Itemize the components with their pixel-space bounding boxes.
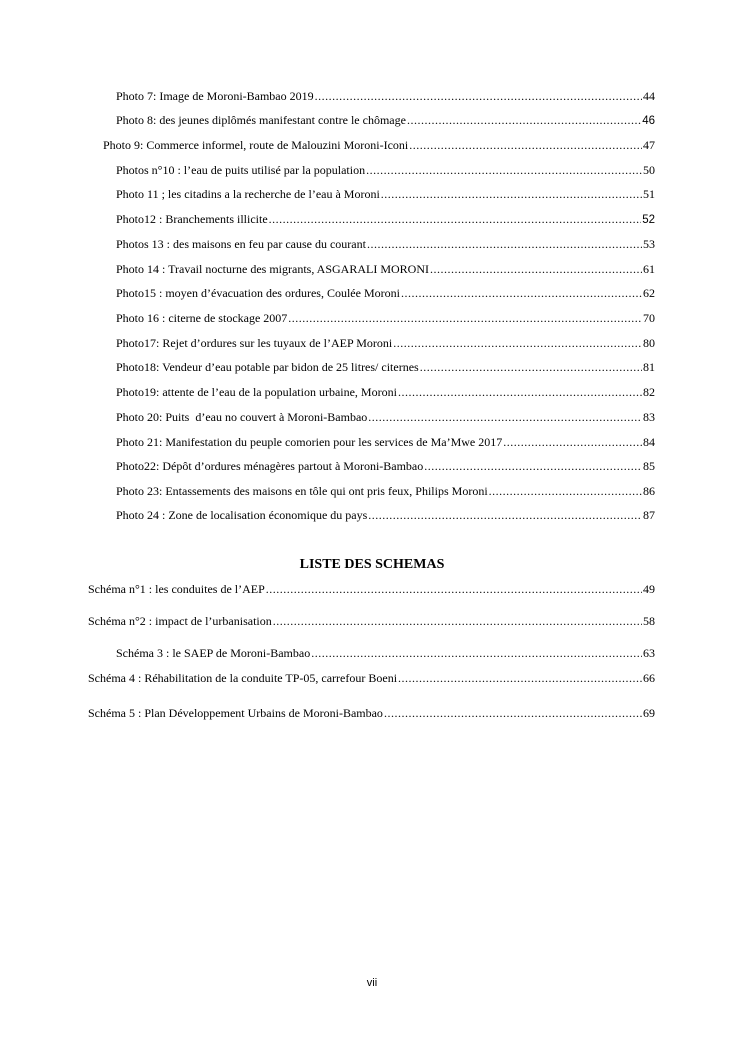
dot-leader	[288, 310, 642, 326]
entry-label: Schéma 5 : Plan Développement Urbains de Moroni-Bambao	[88, 706, 383, 720]
dot-leader	[409, 137, 642, 153]
toc-entry-photo-10	[116, 162, 655, 178]
entry-label: Photo 14 : Travail nocturne des migrants, ASGARALI MORONI	[116, 262, 429, 276]
entry-page-number: 58	[643, 614, 655, 628]
toc-entry-photo-16	[116, 310, 655, 326]
toc-entry-schema-5	[88, 705, 655, 721]
entry-label: Photo 16 : citerne de stockage 2007	[116, 311, 288, 325]
entry-page-number: 63	[643, 646, 655, 660]
entry-label: Photo19: attente de l’eau de la population urbaine, Moroni	[116, 385, 397, 399]
entry-label: Schéma n°2 : impact de l’urbanisation	[88, 614, 272, 628]
dot-leader	[367, 236, 642, 252]
entry-page-number: 86	[643, 484, 655, 498]
entry-page-number: 87	[643, 508, 655, 522]
entry-page-number: 53	[643, 237, 655, 251]
dot-leader	[398, 670, 642, 686]
dot-leader	[407, 112, 641, 128]
toc-entry-photo-8	[116, 112, 655, 129]
entry-page-number: 51	[643, 187, 655, 201]
dot-leader	[401, 285, 642, 301]
entry-page-number: 46	[642, 115, 655, 127]
entry-page-number: 61	[643, 262, 655, 276]
entry-label: Photo 23: Entassements des maisons en tôle qui ont pris feux, Philips Moroni	[116, 484, 488, 498]
entry-page-number: 81	[643, 360, 655, 374]
entry-label: Schéma n°1 : les conduites de l’AEP	[88, 582, 265, 596]
toc-entry-photo-7	[116, 88, 655, 104]
entry-page-number: 47	[643, 138, 655, 152]
entry-label: Photo 24 : Zone de localisation économique du pays	[116, 508, 368, 522]
entry-label: Photo 9: Commerce informel, route de Malouzini Moroni-Iconi	[103, 138, 409, 152]
toc-entry-photo-22	[116, 458, 655, 474]
dot-leader	[384, 705, 642, 721]
dot-leader	[315, 88, 642, 104]
toc-entry-photo-13	[116, 236, 655, 252]
dot-leader	[311, 645, 642, 661]
entry-page-number: 84	[643, 435, 655, 449]
dot-leader	[366, 162, 642, 178]
dot-leader	[381, 186, 642, 202]
entry-page-number: 44	[643, 89, 655, 103]
entry-label: Photo 11 ; les citadins a la recherche de l’eau à Moroni	[116, 187, 380, 201]
entry-label: Schéma 4 : Réhabilitation de la conduite TP-05, carrefour Boeni	[88, 671, 398, 685]
entry-label: Photos 13 : des maisons en feu par cause du courant	[116, 237, 366, 251]
toc-entry-photo-20	[116, 409, 655, 425]
dot-leader	[503, 434, 642, 450]
toc-entry-photo-14	[116, 261, 655, 277]
page-number: vii	[366, 977, 378, 989]
entry-label: Photo17: Rejet d’ordures sur les tuyaux de l’AEP Moroni	[116, 336, 393, 350]
toc-entry-schema-1	[88, 581, 655, 597]
entry-page-number: 70	[643, 311, 655, 325]
toc-entry-schema-3	[116, 645, 655, 661]
entry-page-number: 80	[643, 336, 655, 350]
entry-label: Photo22: Dépôt d’ordures ménagères partout à Moroni-Bambao	[116, 459, 424, 473]
entry-page-number: 85	[643, 459, 655, 473]
toc-entry-photo-9	[103, 137, 655, 153]
entry-label: Photo 8: des jeunes diplômés manifestant contre le chômage	[116, 113, 406, 127]
entry-label: Photo 21: Manifestation du peuple comorien pour les services de Ma’Mwe 2017	[116, 435, 503, 449]
toc-entry-schema-2	[88, 613, 655, 629]
toc-entry-photo-18	[116, 359, 655, 375]
entry-label: Photo 20: Puits d’eau no couvert à Moroni-Bambao	[116, 410, 368, 424]
toc-entry-photo-19	[116, 384, 655, 400]
entry-label: Photo18: Vendeur d’eau potable par bidon de 25 litres/ citernes	[116, 360, 419, 374]
toc-entry-photo-11	[116, 186, 655, 202]
toc-entry-photo-23	[116, 483, 655, 499]
entry-page-number: 69	[643, 706, 655, 720]
dot-leader	[424, 458, 642, 474]
entry-page-number: 52	[642, 214, 655, 226]
entry-label: Photo15 : moyen d’évacuation des ordures, Coulée Moroni	[116, 286, 400, 300]
toc-entry-photo-24	[116, 507, 655, 523]
entry-page-number: 83	[643, 410, 655, 424]
toc-entry-photo-12	[116, 211, 655, 228]
dot-leader	[266, 581, 642, 597]
toc-entry-photo-21	[116, 434, 655, 450]
entry-page-number: 62	[643, 286, 655, 300]
dot-leader	[489, 483, 642, 499]
dot-leader	[269, 211, 642, 227]
dot-leader	[430, 261, 642, 277]
entry-page-number: 82	[643, 385, 655, 399]
entry-label: Photo12 : Branchements illicite	[116, 212, 268, 226]
toc-entry-schema-4	[88, 670, 655, 686]
schemas-heading: LISTE DES SCHEMAS	[299, 557, 445, 572]
dot-leader	[398, 384, 642, 400]
entry-label: Photos n°10 : l’eau de puits utilisé par la population	[116, 163, 366, 177]
entry-page-number: 66	[643, 671, 655, 685]
entry-page-number: 49	[643, 582, 655, 596]
toc-entry-photo-15	[116, 285, 655, 301]
entry-label: Schéma 3 : le SAEP de Moroni-Bambao	[116, 646, 311, 660]
dot-leader	[273, 613, 642, 629]
dot-leader	[368, 409, 642, 425]
dot-leader	[368, 507, 642, 523]
toc-entry-photo-17	[116, 335, 655, 351]
dot-leader	[393, 335, 642, 351]
entry-page-number: 50	[643, 163, 655, 177]
entry-label: Photo 7: Image de Moroni-Bambao 2019	[116, 89, 314, 103]
dot-leader	[420, 359, 642, 375]
